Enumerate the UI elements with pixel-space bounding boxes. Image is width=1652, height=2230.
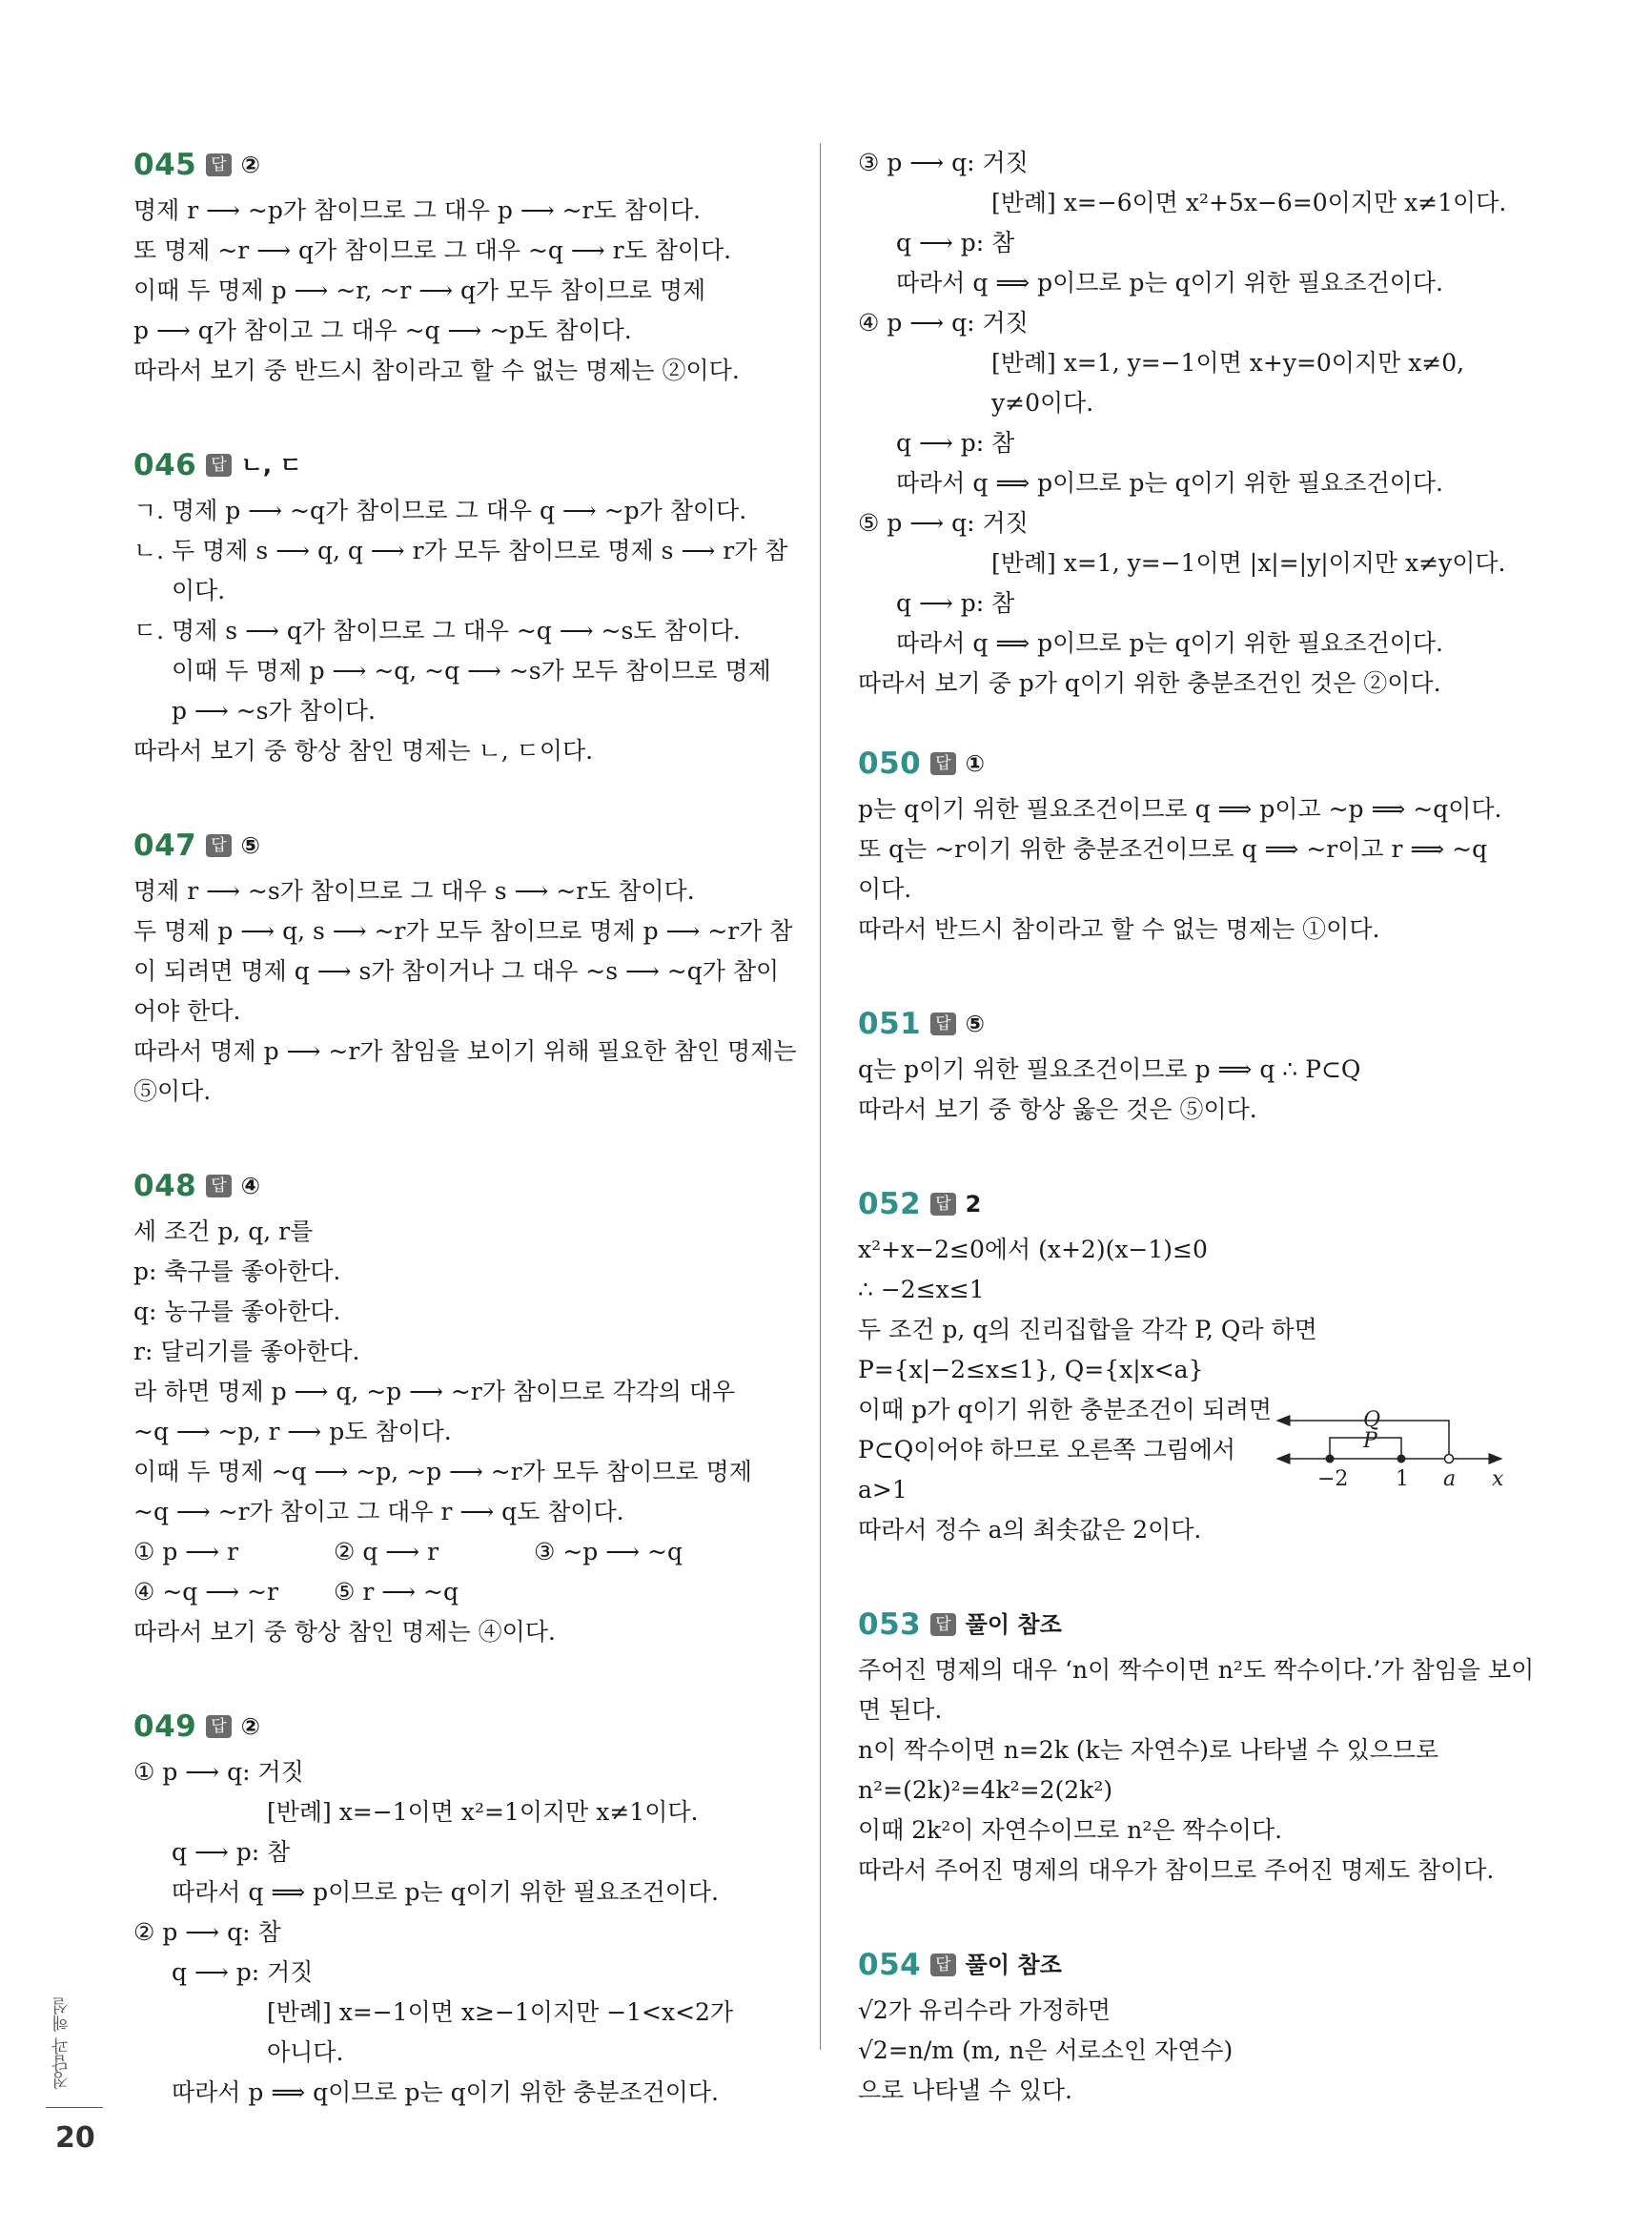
solution-line: 따라서 보기 중 p가 q이기 위한 충분조건인 것은 ②이다. xyxy=(858,669,1441,697)
solution-line: √2=n/m (m, n은 서로소인 자연수) xyxy=(858,2036,1234,2064)
solution-line: 따라서 q ⟹ p이므로 p는 q이기 위한 필요조건이다. xyxy=(896,469,1443,497)
answer-value: 풀이 참조 xyxy=(965,1952,1062,1978)
tick-minus2: −2 xyxy=(1317,1467,1349,1491)
problem-number: 053 xyxy=(858,1607,922,1642)
answer-value: ④ xyxy=(240,1173,260,1199)
solution-line: p: 축구를 좋아한다. xyxy=(133,1258,341,1285)
solution-line: q ⟶ p: 참 xyxy=(896,229,1015,256)
solution-line: ㄴ. 두 명제 s ⟶ q, q ⟶ r가 모두 참이므로 명제 s ⟶ r가 참 xyxy=(133,537,788,564)
problem-header xyxy=(858,742,1516,786)
solution-line: 이다. xyxy=(172,577,226,604)
solution-line: 또 q는 ~r이기 위한 충분조건이므로 q ⟹ ~r이고 r ⟹ ~q xyxy=(858,835,1488,863)
solution-line: p ⟶ q가 참이고 그 대우 ~q ⟶ ~p도 참이다. xyxy=(133,317,632,344)
problem-047 xyxy=(133,824,797,1112)
solution-line: 따라서 정수 a의 최솟값은 2이다. xyxy=(858,1516,1202,1544)
solution-line: 따라서 보기 중 항상 옳은 것은 ⑤이다. xyxy=(858,1095,1257,1123)
solution-line: 이 되려면 명제 q ⟶ s가 참이거나 그 대우 ~s ⟶ ~q가 참이 xyxy=(133,957,780,985)
problem-045 xyxy=(133,143,791,391)
solution-line: x²+x−2≤0에서 (x+2)(x−1)≤0 xyxy=(858,1236,1208,1263)
solution-line: 아니다. xyxy=(267,2038,344,2066)
solution-line: 이때 p가 q이기 위한 충분조건이 되려면 xyxy=(858,1396,1272,1423)
solution-line: 이다. xyxy=(858,875,912,903)
solution-line: 명제 r ⟶ ~s가 참이므로 그 대우 s ⟶ ~r도 참이다. xyxy=(133,877,695,905)
solution-line: ⑤이다. xyxy=(133,1077,212,1105)
right-column xyxy=(858,143,1535,2163)
solution-line: 따라서 q ⟹ p이므로 p는 q이기 위한 필요조건이다. xyxy=(896,629,1443,657)
problem-number: 052 xyxy=(858,1187,922,1221)
options-row xyxy=(133,1572,791,1612)
page-number: 20 xyxy=(55,2121,95,2155)
solution-line: 두 조건 p, q의 진리집합을 각각 P, Q라 하면 xyxy=(858,1316,1317,1343)
answer-value: 2 xyxy=(965,1191,982,1217)
answer-badge: 답 xyxy=(930,1954,955,1976)
solution-line: q: 농구를 좋아한다. xyxy=(133,1298,341,1325)
solution-line: 세 조건 p, q, r를 xyxy=(133,1217,314,1245)
conclusion-line: 따라서 보기 중 항상 참인 명제는 ④이다. xyxy=(133,1618,556,1646)
answer-value: 풀이 참조 xyxy=(965,1611,1062,1638)
solution-line: ② p ⟶ q: 참 xyxy=(133,1918,281,1946)
answer-badge: 답 xyxy=(930,1013,955,1035)
solution-line: 따라서 p ⟹ q이므로 p는 q이기 위한 충분조건이다. xyxy=(172,2078,719,2106)
solution-line: y≠0이다. xyxy=(991,389,1094,417)
answer-badge: 답 xyxy=(930,1613,955,1636)
answer-badge: 답 xyxy=(206,1715,231,1738)
solution-line: P={x|−2≤x≤1}, Q={x|x<a} xyxy=(858,1356,1204,1383)
left-column xyxy=(133,143,797,2165)
option-item: ③ ~p ⟶ ~q xyxy=(534,1538,683,1565)
problem-050 xyxy=(858,742,1516,950)
solution-with-figure xyxy=(858,1230,1516,1550)
problem-053 xyxy=(858,1603,1535,1891)
problem-number: 054 xyxy=(858,1948,922,1982)
point-a xyxy=(1445,1455,1454,1463)
solution-line: 면 된다. xyxy=(858,1696,943,1724)
solution-line: [반례] x=−1이면 x≥−1이지만 −1<x<2가 xyxy=(267,1998,734,2026)
answer-badge: 답 xyxy=(206,454,231,477)
problem-number: 049 xyxy=(133,1709,197,1744)
option-item: ② q ⟶ r xyxy=(334,1538,439,1565)
problem-number: 046 xyxy=(133,448,197,482)
solution-line: 어야 한다. xyxy=(133,997,241,1025)
answer-badge: 답 xyxy=(206,834,231,857)
answer-badge: 답 xyxy=(930,752,955,775)
solution-line: q는 p이기 위한 필요조건이므로 p ⟹ q ∴ P⊂Q xyxy=(858,1055,1361,1083)
answer-value: ㄴ, ㄷ xyxy=(240,452,302,479)
solution-line: a>1 xyxy=(858,1476,908,1504)
solution-line: [반례] x=−6이면 x²+5x−6=0이지만 x≠1이다. xyxy=(991,189,1507,216)
option-item: ④ ~q ⟶ ~r xyxy=(133,1578,278,1606)
problem-header xyxy=(858,1182,1516,1226)
problem-header xyxy=(133,1164,791,1208)
solution-line: ⑤ p ⟶ q: 거짓 xyxy=(858,509,1029,537)
tick-a: a xyxy=(1443,1467,1457,1491)
answer-badge: 답 xyxy=(930,1193,955,1216)
problem-header xyxy=(858,1603,1516,1647)
answer-badge: 답 xyxy=(206,1175,231,1197)
axis-x-label: x xyxy=(1492,1467,1504,1491)
solution-line: 라 하면 명제 p ⟶ q, ~p ⟶ ~r가 참이므로 각각의 대우 xyxy=(133,1378,736,1405)
solution-line: ㄱ. 명제 p ⟶ ~q가 참이므로 그 대우 q ⟶ ~p가 참이다. xyxy=(133,497,747,524)
footer-rule xyxy=(46,2107,103,2108)
solution-line: [반례] x=1, y=−1이면 x+y=0이지만 x≠0, xyxy=(991,349,1465,377)
solution-line: n²=(2k)²=4k²=2(2k²) xyxy=(858,1776,1113,1804)
answer-value: ② xyxy=(240,1713,260,1740)
solution-line: q ⟶ p: 참 xyxy=(172,1838,291,1866)
answer-value: ② xyxy=(240,152,260,178)
solution-line: √2가 유리수라 가정하면 xyxy=(858,1996,1112,2024)
problem-header xyxy=(133,824,791,868)
solution-line: p ⟶ ~s가 참이다. xyxy=(172,697,377,725)
solution-line: 또 명제 ~r ⟶ q가 참이므로 그 대우 ~q ⟶ r도 참이다. xyxy=(133,236,732,264)
problem-number: 047 xyxy=(133,829,197,863)
solution-line: 이때 두 명제 p ⟶ ~r, ~r ⟶ q가 모두 참이므로 명제 xyxy=(133,276,706,304)
solution-line: 명제 r ⟶ ~p가 참이므로 그 대우 p ⟶ ~r도 참이다. xyxy=(133,196,701,224)
label-p: P xyxy=(1363,1429,1377,1453)
solution-line: 따라서 보기 중 반드시 참이라고 할 수 없는 명제는 ②이다. xyxy=(133,357,740,384)
tick-1: 1 xyxy=(1396,1467,1409,1491)
option-item: ⑤ r ⟶ ~q xyxy=(334,1578,459,1606)
solution-line: ④ p ⟶ q: 거짓 xyxy=(858,309,1029,337)
solution-line: r: 달리기를 좋아한다. xyxy=(133,1338,360,1365)
problem-number: 045 xyxy=(133,148,197,182)
problem-number: 050 xyxy=(858,747,922,781)
answer-value: ① xyxy=(965,750,985,777)
problem-header xyxy=(133,143,791,187)
problem-number: 051 xyxy=(858,1007,922,1041)
solution-line: 따라서 q ⟹ p이므로 p는 q이기 위한 필요조건이다. xyxy=(896,269,1443,297)
solution-line: n이 짝수이면 n=2k (k는 자연수)로 나타낼 수 있으므로 xyxy=(858,1736,1439,1764)
solution-line: 따라서 q ⟹ p이므로 p는 q이기 위한 필요조건이다. xyxy=(172,1878,719,1906)
solution-line: 따라서 주어진 명제의 대우가 참이므로 주어진 명제도 참이다. xyxy=(858,1856,1495,1884)
solution-line: 따라서 보기 중 항상 참인 명제는 ㄴ, ㄷ이다. xyxy=(133,737,594,765)
problem-number: 048 xyxy=(133,1169,197,1203)
solution-line: ~q ⟶ ~p, r ⟶ p도 참이다. xyxy=(133,1418,452,1445)
problem-header xyxy=(858,1002,1516,1046)
solution-line: ㄷ. 명제 s ⟶ q가 참이므로 그 대우 ~q ⟶ ~s도 참이다. xyxy=(133,617,741,644)
problem-052 xyxy=(858,1182,1516,1550)
solution-line: 두 명제 p ⟶ q, s ⟶ ~r가 모두 참이므로 명제 p ⟶ ~r가 참 xyxy=(133,917,793,945)
solution-line: [반례] x=1, y=−1이면 |x|=|y|이지만 x≠y이다. xyxy=(991,549,1506,577)
problem-header xyxy=(858,1943,1516,1987)
problem-048 xyxy=(133,1164,791,1652)
solution-line: p는 q이기 위한 필요조건이므로 q ⟹ p이고 ~p ⟹ ~q이다. xyxy=(858,795,1502,823)
problem-header xyxy=(133,1705,791,1749)
problem-header xyxy=(133,443,791,487)
solution-line: 따라서 반드시 참이라고 할 수 없는 명제는 ①이다. xyxy=(858,915,1380,943)
option-item: ① p ⟶ r xyxy=(133,1538,239,1565)
point-1 xyxy=(1397,1455,1406,1463)
point-minus2 xyxy=(1326,1455,1335,1463)
column-divider xyxy=(820,143,821,2050)
section-label: 정답과 해설 xyxy=(51,1997,71,2089)
problem-049-continued xyxy=(858,143,1516,704)
option-item xyxy=(534,1572,734,1612)
answer-badge: 답 xyxy=(206,153,231,176)
solution-line: P⊂Q이어야 하므로 오른쪽 그림에서 xyxy=(858,1436,1236,1463)
solution-line: ~q ⟶ ~r가 참이고 그 대우 r ⟶ q도 참이다. xyxy=(133,1498,624,1525)
answer-value: ⑤ xyxy=(965,1011,985,1037)
solution-line: q ⟶ p: 거짓 xyxy=(172,1958,314,1986)
solution-line: 이때 2k²이 자연수이므로 n²은 짝수이다. xyxy=(858,1816,1283,1844)
solution-line: 주어진 명제의 대우 ‘n이 짝수이면 n²도 짝수이다.’가 참임을 보이 xyxy=(858,1656,1535,1684)
solution-line: q ⟶ p: 참 xyxy=(896,429,1015,457)
solution-line: q ⟶ p: 참 xyxy=(896,589,1015,617)
solution-line: ③ p ⟶ q: 거짓 xyxy=(858,149,1029,176)
solution-line: 으로 나타낼 수 있다. xyxy=(858,2077,1072,2104)
solution-line: 따라서 명제 p ⟶ ~r가 참임을 보이기 위해 필요한 참인 명제는 xyxy=(133,1037,797,1065)
label-q: Q xyxy=(1363,1408,1381,1432)
number-line-figure xyxy=(1268,1392,1516,1497)
options-row xyxy=(133,1532,791,1572)
problem-051 xyxy=(858,1002,1516,1130)
solution-line: 이때 두 명제 ~q ⟶ ~p, ~p ⟶ ~r가 모두 참이므로 명제 xyxy=(133,1458,752,1485)
problem-054 xyxy=(858,1943,1516,2111)
problem-049 xyxy=(133,1705,791,2113)
solution-line: ① p ⟶ q: 거짓 xyxy=(133,1758,304,1786)
answer-value: ⑤ xyxy=(240,832,260,859)
solution-line: [반례] x=−1이면 x²=1이지만 x≠1이다. xyxy=(267,1798,699,1826)
problem-046 xyxy=(133,443,791,771)
solution-line: 이때 두 명제 p ⟶ ~q, ~q ⟶ ~s가 모두 참이므로 명제 xyxy=(172,657,771,685)
solution-line: ∴ −2≤x≤1 xyxy=(858,1276,985,1303)
